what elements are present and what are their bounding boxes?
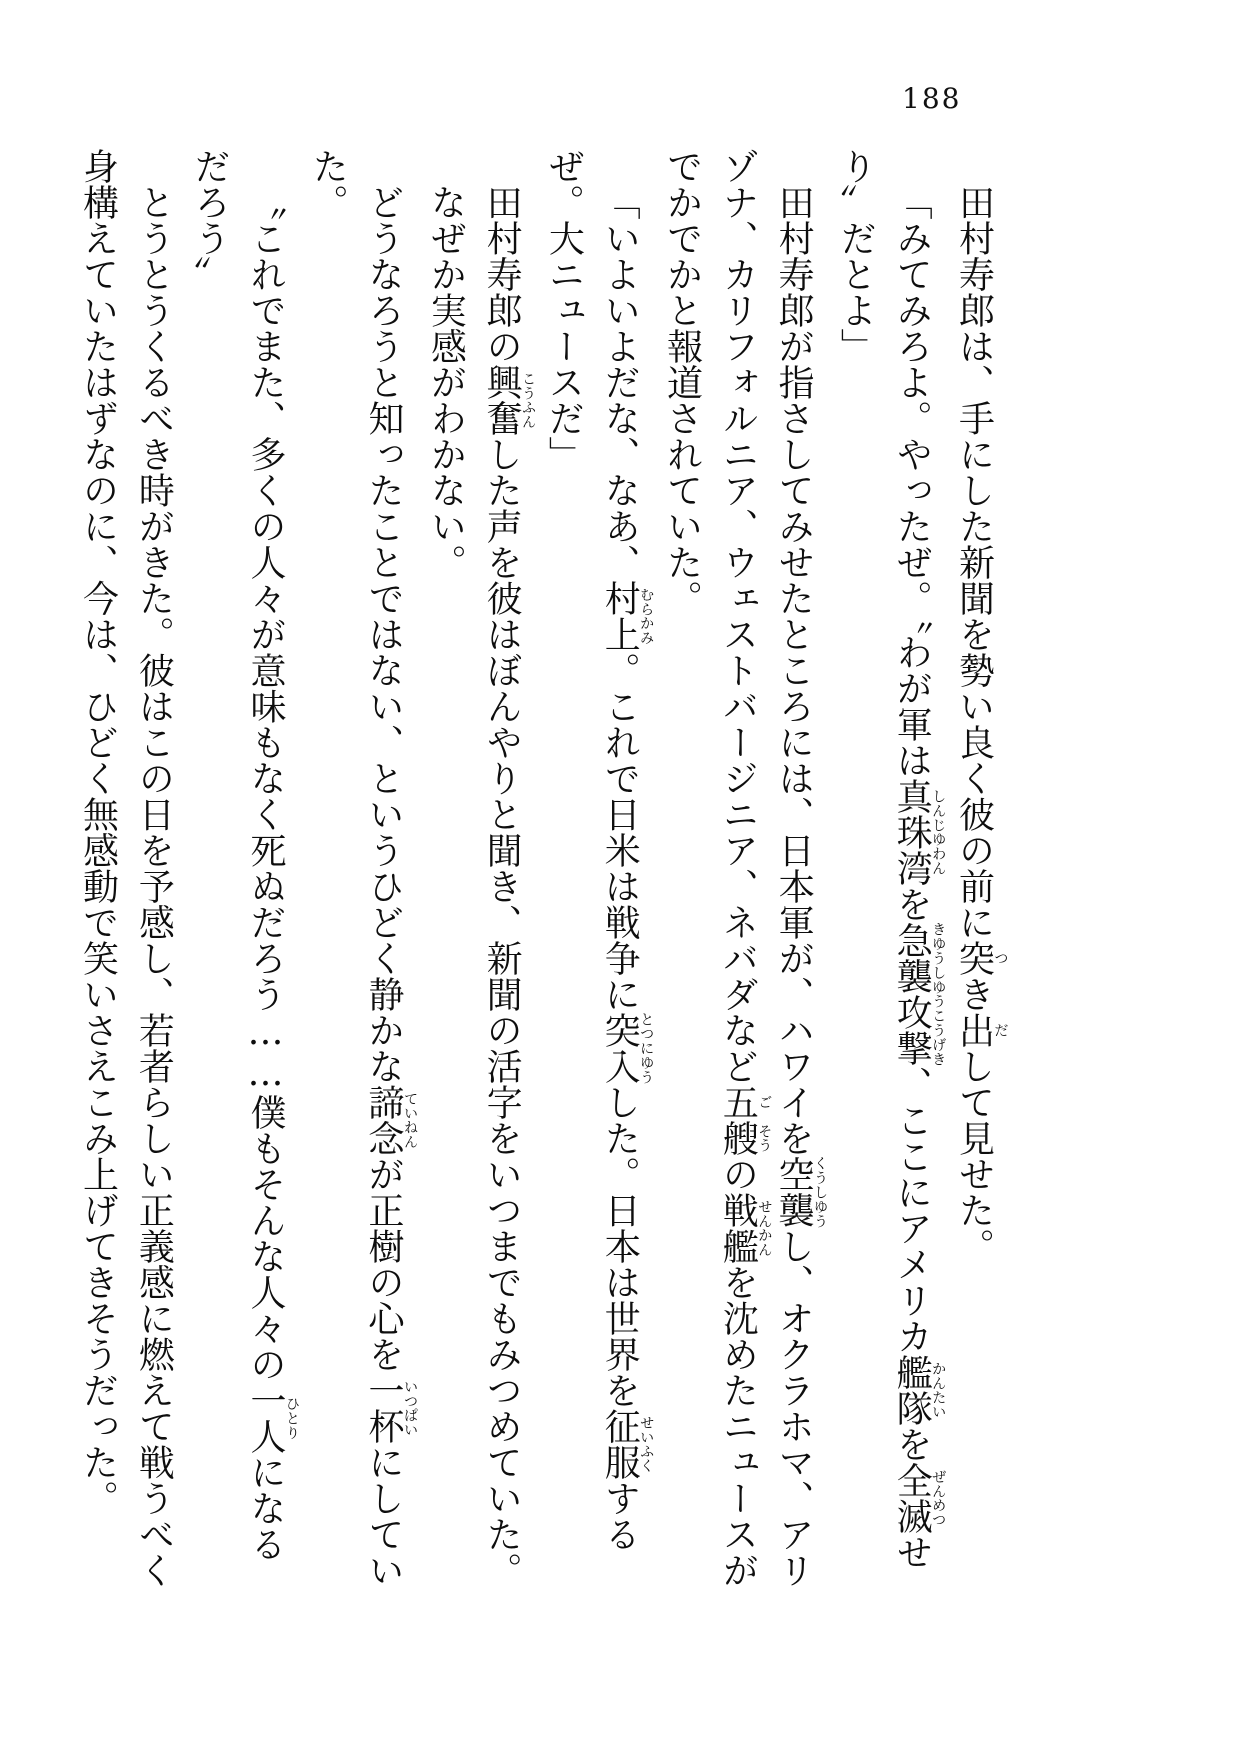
text-block [77,148,1008,1592]
ruby-annotated-word: 諦念ていねん [363,1084,418,1156]
ruby-annotated-word: 興奮こうふん [481,364,536,436]
paragraph: 「みてみろよ。やったぜ。〝わが軍は真珠湾しんじゆわんを急襲攻撃きゆうしゆうこうげき、ここにアメリカ艦隊かんたいを全滅ぜんめつせり〞だとよ」 [835,148,946,1570]
ruby-annotated-word: 艘そう [717,1120,772,1156]
ruby-annotated-word: 空襲くうしゆう [773,1156,828,1228]
ruby-annotated-word: 五ご [717,1084,772,1120]
ruby-annotated-word: 戦艦せんかん [717,1192,772,1264]
paragraph: 〝これでまた、多くの人々が意味もなく死ぬだろう……僕もそんな人々の一人ひとりになるだろう〞 [189,148,300,1562]
ruby-annotated-word: 一杯いつぱい [363,1372,418,1444]
paragraph: 「いよいよだな、なあ、村上むらかみ。これで日米は戦争に突入とつにゆうした。日本は世界を征服せいふくするぜ。大ニュースだ」 [543,148,654,1552]
ruby-annotated-word: 村上むらかみ [599,580,654,652]
paragraph: 田村寿郎の興奮こうふんした声を彼はぼんやりと聞き、新聞の活字をいつまでもみつめていた。 [481,184,536,1588]
paragraph: なぜか実感がわかない。 [425,184,467,580]
ruby-annotated-word: 艦隊かんたい [891,1354,946,1426]
ruby-annotated-word: 征服せいふく [599,1408,654,1480]
ruby-annotated-word: 急襲攻撃きゆうしゆうこうげき [891,922,946,1066]
ruby-annotated-word: 一人ひとり [244,1382,300,1454]
page-number: 188 [902,82,962,115]
ruby-annotated-word: 突つ [953,940,1008,976]
paragraph: とうとうくるべき時がきた。彼はこの日を予感し、若者らしい正義感に燃えて戦うべく身構えていたはずなのに、今は、ひどく無感動で笑いさえこみ上げてきそうだった。 [77,148,175,1588]
ruby-annotated-word: 全滅ぜんめつ [891,1462,946,1534]
paragraph: 田村寿郎が指さしてみせたところには、日本軍が、ハワイを空襲くうしゆうし、オクラホマ、アリゾナ、カリフォルニア、ウェストバージニア、ネバダなど五ご艘そうの戦艦せんかんを沈めたニュースがでかでかと報道されていた。 [661,148,828,1588]
paragraph: どうなろうと知ったことではない、というひどく静かな諦念ていねんが正樹の心を一杯いつぱいにしていた。 [307,148,418,1588]
ruby-annotated-word: 突入とつにゆう [599,1012,654,1084]
ruby-annotated-word: 真珠湾しんじゆわん [891,778,946,886]
paragraph: 田村寿郎は、手にした新聞を勢い良く彼の前に突つき出だして見せた。 [953,184,1008,1264]
ruby-annotated-word: 出だ [953,1012,1008,1048]
